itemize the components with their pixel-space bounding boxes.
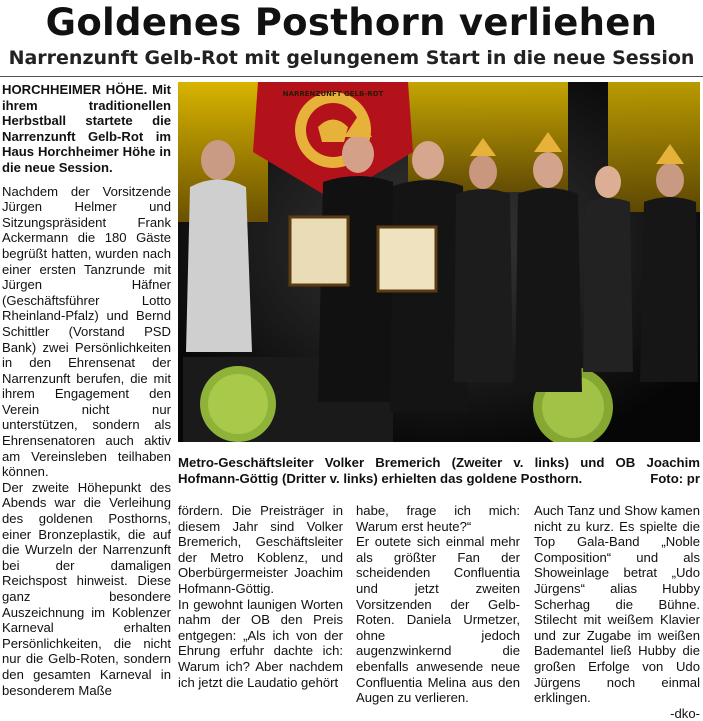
divider-rule bbox=[0, 76, 703, 77]
caption-text: Metro-Geschäftsleiter Volker Bremerich (Zweiter v. links) und OB Joachim Hofmann-Göttig (Dritter v. links) erhielten das goldene Posthorn. bbox=[178, 455, 700, 487]
body-paragraph: Er outete sich einmal mehr als größter Fan der scheidenden Confluentia und jetzt zweiten Vorsitzenden der Gelb-Roten. Daniela Urmetzer, ohne jedoch augenzwinkernd die ebenfalls anwesende neue Confluentia Melina aus den Augen zu verlieren. bbox=[356, 534, 520, 706]
column-2 bbox=[178, 503, 343, 690]
body-paragraph: fördern. Die Preisträger in diesem Jahr sind Volker Bremerich, Geschäftsleiter der Metro Koblenz, und Oberbürgermeister Joachim Hofmann-Göttig. bbox=[178, 503, 343, 596]
photo-credit: Foto: pr bbox=[650, 471, 700, 487]
column-3 bbox=[356, 503, 520, 706]
banner-text: NARRENZUNFT GELB-ROT bbox=[282, 90, 384, 98]
event-photo bbox=[178, 82, 700, 442]
body-paragraph: Nachdem der Vorsitzende Jürgen Helmer und Sitzungspräsident Frank Ackermann die 180 Gäste begrüßt hatten, wurden nach einer ersten Tanzrunde mit Jürgen Häfner (Geschäftsführer Lotto Rheinland-Pfalz) und Bernd Schittler (Vorstand PSD Bank) zwei Persönlichkeiten in den Ehrensenat der Narrenzunft berufen, die mit ihrem Engagement den Verein nicht nur unterstützen, sondern als Ehrensenatoren auch aktiv am Vereinsleben teilhaben können. bbox=[2, 183, 171, 480]
author-signature: -dko- bbox=[670, 705, 700, 721]
column-4 bbox=[534, 503, 700, 721]
lead-paragraph: HORCHHEIMER HÖHE. Mit ihrem traditionellen Herbstball startete die Narrenzunft Gelb-Rot im Haus Horchheimer Höhe in die neue Session. bbox=[2, 82, 171, 175]
body-paragraph: In gewohnt launigen Worten nahm der OB den Preis entgegen: „Als ich von der Ehrung erfuhr dachte ich: Warum ich? Aber nachdem ich jetzt die Laudatio gehört bbox=[178, 596, 343, 690]
body-paragraph: habe, frage ich mich: Warum erst heute?“ bbox=[356, 503, 520, 534]
photo-illustration bbox=[178, 82, 700, 442]
photo-caption bbox=[178, 455, 700, 488]
headline: Goldenes Posthorn verliehen bbox=[45, 1, 658, 44]
body-paragraph: Der zweite Höhepunkt des Abends war die Verleihung des goldenen Posthorns, einer Bronzeplastik, die auf die Wurzeln der Narrenzunft bei der damaligen Reichspost hinweist. Diese ganz besondere Auszeichnung im Koblenzer Karneval erhalten Persönlichkeiten, die nicht nur die Gelb-Roten, sondern den gesamten Karneval in besonderem Maße bbox=[2, 479, 171, 698]
column-1 bbox=[2, 82, 171, 698]
subheadline: Narrenzunft Gelb-Rot mit gelungenem Start in die neue Session bbox=[8, 47, 695, 69]
body-paragraph: Auch Tanz und Show kamen nicht zu kurz. Es spielte die Top Gala-Band „Noble Composition“ und als Showeinlage betrat „Udo Jürgens“ alias Hubby Scherhag die Bühne. Stilecht mit weißem Klavier und zur Zugabe im weißen Bademantel ließ Hubby die großen Erfolge von Udo Jürgens noch einmal erklingen. bbox=[534, 503, 700, 706]
